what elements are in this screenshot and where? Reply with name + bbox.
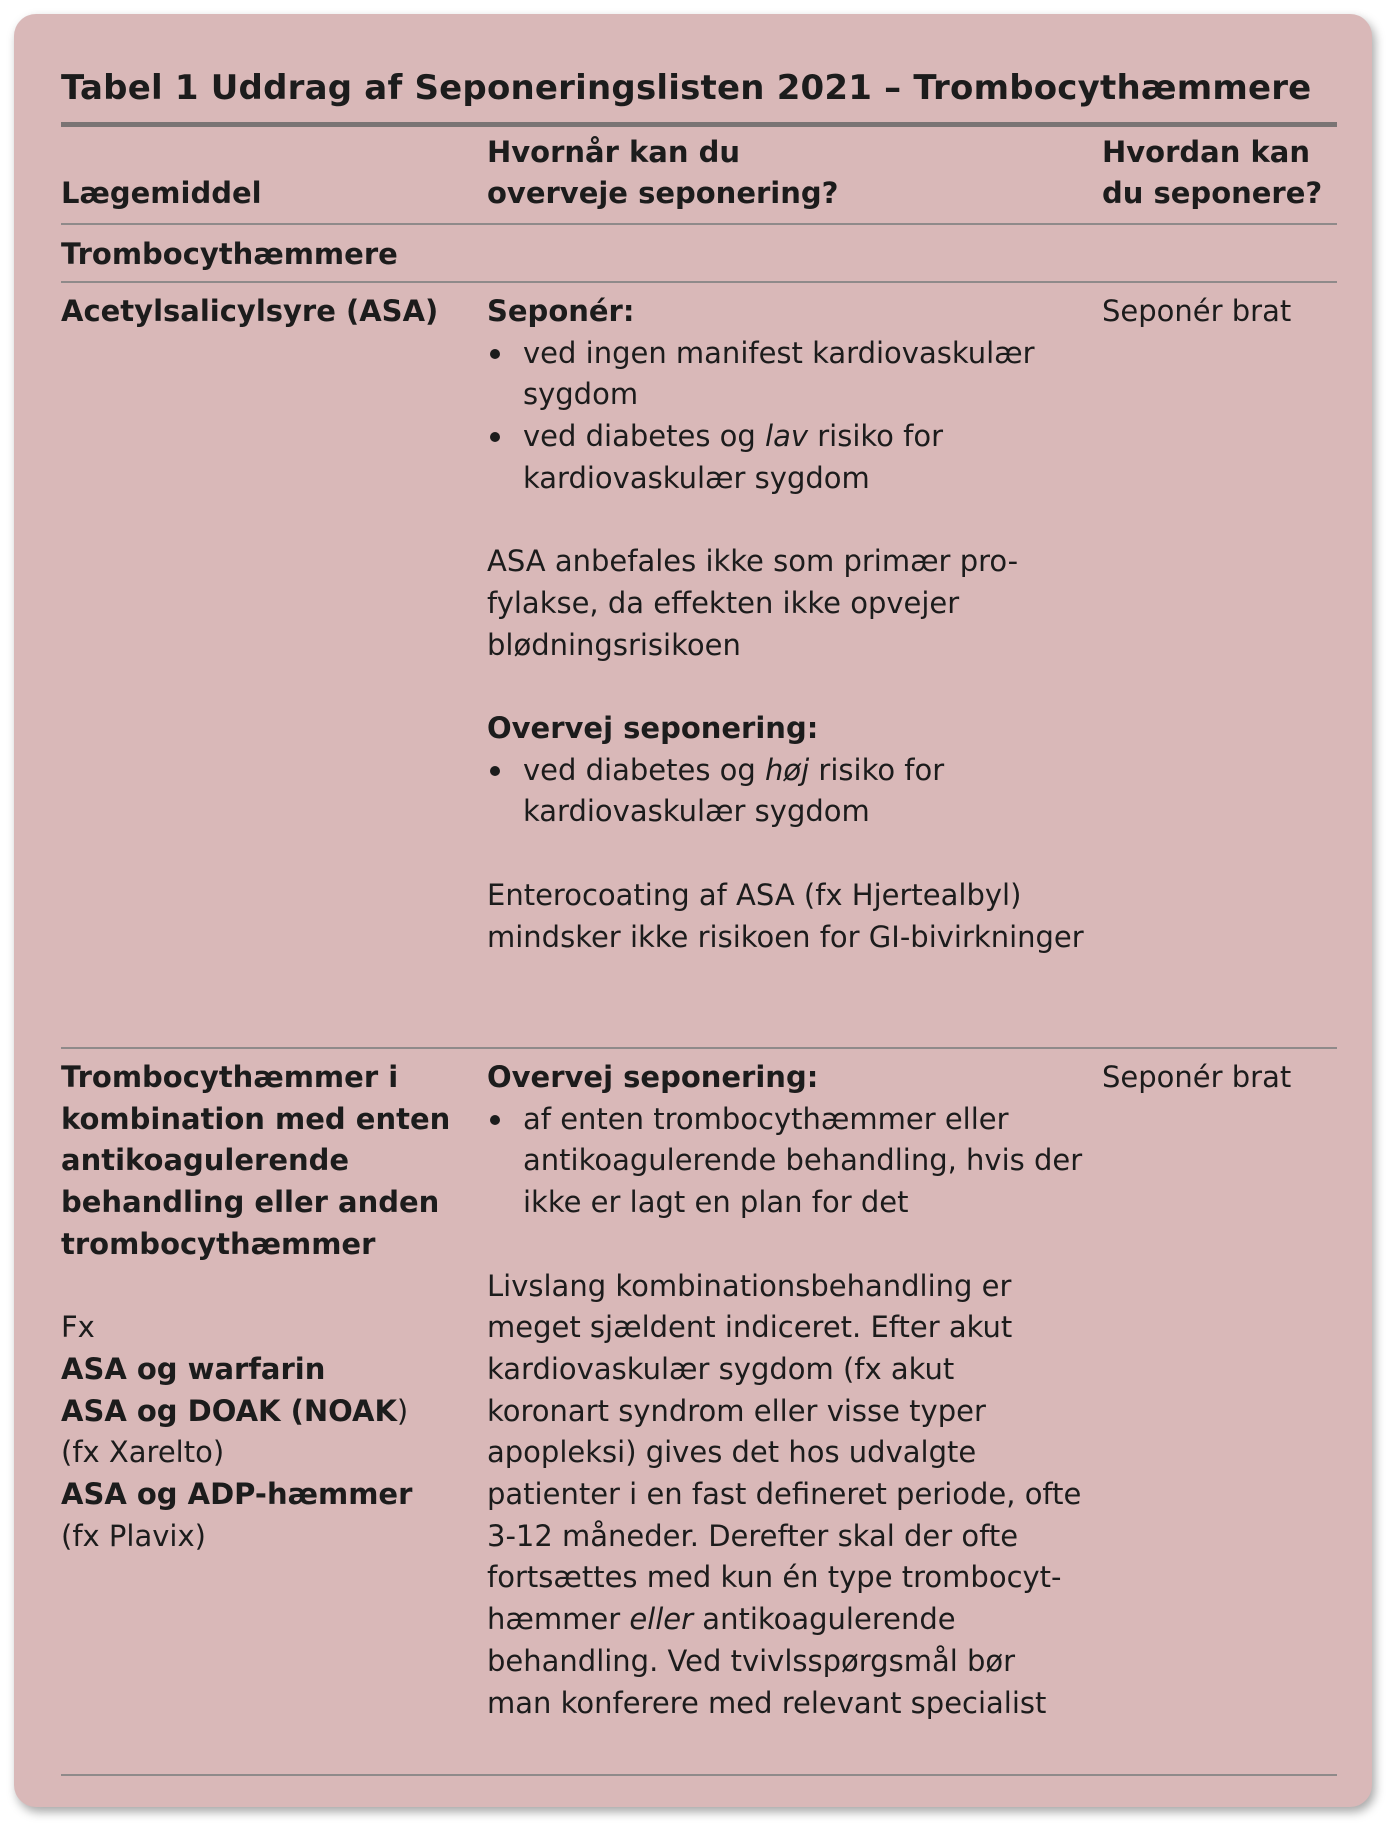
table-container — [61, 66, 1337, 1776]
how-cell: Seponér brat — [1102, 1060, 1292, 1094]
list-item: ved diabetes og lav risiko for kardiovaskulær sygdom — [487, 416, 1102, 499]
note-paragraph: Enterocoating af ASA (fx Hjertealbyl) mindsker ikke risikoen for GI-bivirkninger — [487, 877, 1084, 954]
table-row — [61, 283, 1337, 1049]
section-row — [61, 225, 1337, 283]
list-item: ved ingen manifest kardiovaskulær sygdom — [487, 333, 1102, 416]
drug-name: Acetylsalicylsyre (ASA) — [61, 294, 439, 328]
table-card — [14, 14, 1372, 1807]
drug-name: Trombocythæmmer i kombination med enten antikoagulerende behandling eller anden trombocythæmmer Fx ASA og warfarin ASA og DOAK (NOAK) (fx Xarelto) ASA og ADP-hæmmer (fx Plavix) — [61, 1057, 487, 1557]
overvej-heading: Overvej seponering: — [487, 711, 819, 745]
header-when: Hvornår kan du overveje seponering? — [487, 134, 839, 211]
list-item: ved diabetes og høj risiko for kardiovaskulær sygdom — [487, 750, 1102, 833]
table-row — [61, 1049, 1337, 1776]
bullet-list — [487, 1099, 1102, 1224]
note-paragraph: Livslang kombinationsbehandling er meget sjældent indiceret. Efter akut kardiovaskulær sygdom (fx akut koronart syndrom eller visse typer apopleksi) gives det hos udvalgte patienter i en fast defineret periode, ofte 3-12 måneder. Derefter skal der ofte fortsættes med kun én type trombocyt- hæmmer eller antikoagulerende behandling. Ved tvivlsspørgsmål bør man konferere med relevant specialist — [487, 1268, 1082, 1720]
bullet-list — [487, 750, 1102, 833]
seponer-heading: Seponér: — [487, 294, 635, 328]
when-cell — [487, 291, 1102, 958]
section-title: Trombocythæmmere — [61, 237, 398, 272]
list-item: af enten trombocythæmmer eller antikoagulerende behandling, hvis der ikke er lagt en plan for det — [487, 1099, 1102, 1224]
examples: Fx ASA og warfarin ASA og DOAK (NOAK) (fx Xarelto) ASA og ADP-hæmmer (fx Plavix) — [61, 1310, 413, 1553]
bullet-list — [487, 333, 1102, 500]
overvej-heading: Overvej seponering: — [487, 1060, 819, 1094]
table-header-row — [61, 127, 1337, 225]
header-how: Hvordan kan du seponere? — [1102, 134, 1323, 211]
when-cell — [487, 1057, 1102, 1724]
note-paragraph: ASA anbefales ikke som primær pro- fylakse, da effekten ikke opvejer blødningsrisikoen — [487, 544, 1019, 662]
header-drug: Lægemiddel — [61, 176, 262, 211]
table-title: Tabel 1 Uddrag af Seponeringslisten 2021 – Trombocythæmmere — [61, 66, 1337, 127]
how-cell: Seponér brat — [1102, 294, 1292, 328]
